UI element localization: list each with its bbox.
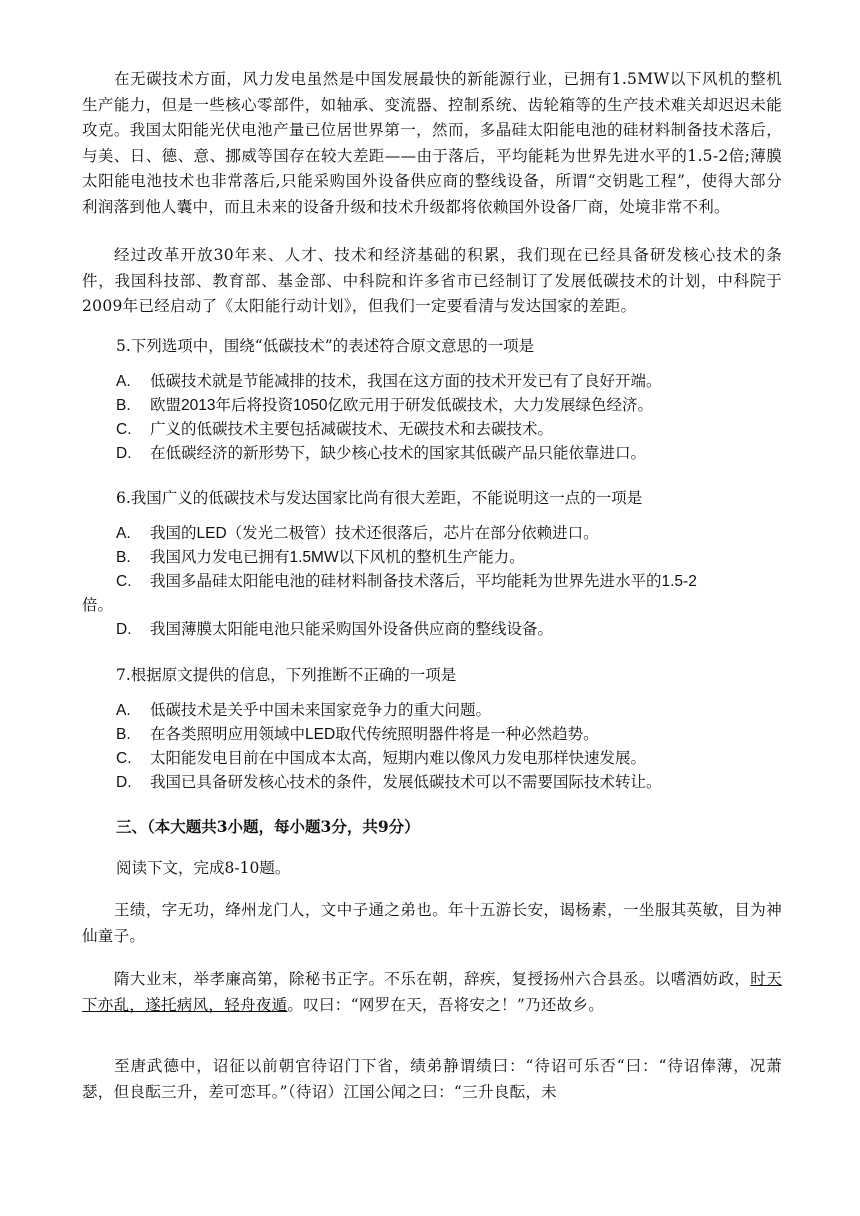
- question-6-option-c-continuation: 倍。: [82, 597, 114, 614]
- question-7-option-b: B. 在各类照明应用领域中LED取代传统照明器件将是一种必然趋势。: [116, 726, 599, 743]
- passage-paragraph-1: 在无碳技术方面，风力发电虽然是中国发展最快的新能源行业，已拥有1.5MW以下风机的整机生产能力，但是一些核心零部件，如轴承、变流器、控制系统、齿轮箱等的生产技术难关却迟迟未能攻克。我国太阳能光伏电池产量已位居世界第一，然而，多晶硅太阳能电池的硅材料制备技术落后，与美、日、德、意、挪威等国存在较大差距——由于落后，平均能耗为世界先进水平的1.5-2倍;薄膜太阳能电池技术也非常落后,只能采购国外设备供应商的整线设备，所谓“交钥匙工程”，使得大部分利润落到他人囊中，而且未来的设备升级和技术升级都将依赖国外设备厂商，处境非常不利。: [82, 70, 782, 216]
- question-6-option-d: D. 我国薄膜太阳能电池只能采购国外设备供应商的整线设备。: [116, 621, 554, 638]
- question-6-title: 6.我国广义的低碳技术与发达国家比尚有很大差距，不能说明这一点的一项是: [116, 489, 643, 507]
- question-5-option-d: D. 在低碳经济的新形势下，缺少核心技术的国家其低碳产品只能依靠进口。: [116, 445, 647, 462]
- question-6-option-a: A. 我国的LED（发光二极管）技术还很落后，芯片在部分依赖进口。: [116, 525, 599, 542]
- question-6-option-c: C. 我国多晶硅太阳能电池的硅材料制备技术落后，平均能耗为世界先进水平的1.5-2: [116, 573, 697, 590]
- question-5-option-c: C. 广义的低碳技术主要包括减碳技术、无碳技术和去碳技术。: [116, 421, 554, 438]
- question-7-option-c: C. 太阳能发电目前在中国成本太高，短期内难以像风力发电那样快速发展。: [116, 750, 647, 767]
- reading-instruction: 阅读下文，完成8-10题。: [116, 859, 291, 877]
- question-6-option-b: B. 我国风力发电已拥有1.5MW以下风机的整机生产能力。: [116, 549, 525, 566]
- question-7: [82, 663, 782, 795]
- classical-paragraph-1: 王绩，字无功，绛州龙门人，文中子通之弟也。年十五游长安，谒杨素，一坐服其英敏，目为神仙童子。: [82, 901, 782, 945]
- question-7-option-a: A. 低碳技术是关乎中国未来国家竞争力的重大问题。: [116, 702, 492, 719]
- question-6: [82, 486, 782, 642]
- classical-paragraph-2: 隋大业末，举孝廉高第，除秘书正字。不乐在朝，辞疾，复授扬州六合县丞。以嗜酒妨政，时天下亦乱，遂托病风，轻舟夜遁。叹曰：“网罗在天，吾将安之！”乃还故乡。: [82, 970, 782, 1014]
- underlined-sentence: 时天下亦乱，遂托病风，轻舟夜遁: [82, 970, 782, 1014]
- question-5-title: 5.下列选项中，围绕“低碳技术”的表述符合原文意思的一项是: [116, 337, 535, 355]
- question-7-option-d: D. 我国已具备研发核心技术的条件，发展低碳技术可以不需要国际技术转让。: [116, 774, 662, 791]
- section-3-heading: 三、（本大题共3小题，每小题3分，共9分）: [116, 817, 420, 836]
- question-5-option-b: B. 欧盟2013年后将投资1050亿欧元用于研发低碳技术，大力发展绿色经济。: [116, 397, 653, 414]
- passage-paragraph-2: 经过改革开放30年来、人才、技术和经济基础的积累，我们现在已经具备研发核心技术的条件，我国科技部、教育部、基金部、中科院和许多省市已经制订了发展低碳技术的计划，中科院于2009年已经启动了《太阳能行动计划》，但我们一定要看清与发达国家的差距。: [82, 246, 782, 315]
- question-5: [82, 334, 782, 466]
- question-5-option-a: A. 低碳技术就是节能减排的技术，我国在这方面的技术开发已有了良好开端。: [116, 373, 662, 390]
- classical-paragraph-3: 至唐武德中，诏征以前朝官待诏门下省，绩弟静谓绩曰：“待诏可乐否“曰：“待诏俸薄，况萧瑟，但良酝三升，差可恋耳。”（待诏）江国公闻之曰：“三升良酝，未: [82, 1057, 782, 1101]
- question-7-title: 7.根据原文提供的信息，下列推断不正确的一项是: [116, 666, 457, 684]
